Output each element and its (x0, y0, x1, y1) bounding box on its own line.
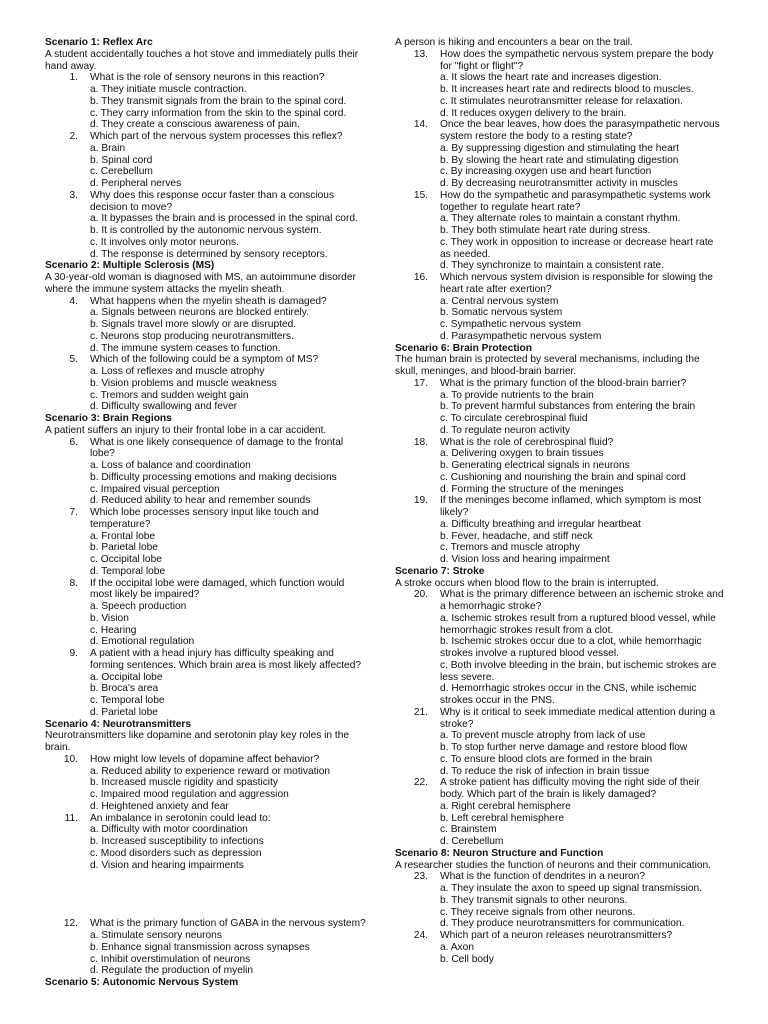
scenario-heading: Scenario 7: Stroke (395, 565, 485, 577)
scenario-description: The human brain is protected by several mechanisms, including the skull, meninges, and blood-brain barrier. (395, 354, 700, 377)
answer-option: d. To regulate neuron activity (440, 424, 571, 436)
answer-option: c. Impaired mood regulation and aggression (90, 789, 289, 800)
answer-option: a. Delivering oxygen to brain tissues (440, 448, 604, 460)
scenario-heading: Scenario 6: Brain Protection (395, 342, 532, 354)
answer-option: d. Forming the structure of the meninges (440, 483, 624, 495)
answer-option: b. Generating electrical signals in neurons (440, 460, 630, 471)
answer-option: d. Emotional regulation (90, 636, 195, 648)
answer-option: b. They transmit signals from the brain to the spinal cord. (90, 95, 347, 107)
question-text: How does the sympathetic nervous system prepare the body for "fight or flight"? (440, 48, 714, 72)
answer-option: d. They synchronize to maintain a consistent rate. (440, 260, 665, 272)
scenario-heading: Scenario 3: Brain Regions (45, 413, 172, 424)
answer-option: d. Parasympathetic nervous system (440, 330, 602, 342)
answer-option: b. Difficulty processing emotions and making decisions (90, 471, 337, 483)
question (395, 190, 725, 214)
answer-option: b. To stop further nerve damage and restore blood flow (440, 742, 688, 753)
answer-option: a. Ischemic strokes result from a ruptured blood vessel, while hemorrhagic strokes result from a clot. (440, 612, 716, 636)
question-text: Once the bear leaves, how does the parasympathetic nervous system restore the body to a resting state? (440, 119, 720, 142)
answer-option: c. They carry information from the skin to the spinal cord. (90, 107, 347, 119)
question-text: Why is it critical to seek immediate medical attention during a stroke? (440, 706, 716, 730)
answer-option: b. Vision (90, 612, 129, 624)
question (45, 296, 367, 308)
answer-option: d. The immune system ceases to function. (90, 342, 281, 354)
answer-option: a. It bypasses the brain and is processed in the spinal cord. (90, 213, 358, 225)
answer-option: c. Hearing (90, 624, 137, 636)
scenario-heading: Scenario 1: Reflex Arc (45, 37, 153, 48)
question (395, 871, 725, 883)
answer-option: a. They alternate roles to maintain a constant rhythm. (440, 213, 681, 225)
answer-option: b. It increases heart rate and redirects blood to muscles. (440, 84, 694, 95)
question (45, 918, 367, 930)
answer-option: d. Cerebellum (440, 836, 504, 847)
question-text: If the occipital lobe were damaged, which function would most likely be impaired? (90, 577, 345, 601)
question-text: Which of the following could be a symptom of MS? (90, 354, 319, 366)
scenario-description: Neurotransmitters like dopamine and serotonin play key roles in the brain. (45, 730, 350, 753)
answer-option: b. Ischemic strokes occur due to a clot, while hemorrhagic strokes involve a ruptured blood vessel. (440, 636, 702, 659)
answer-option: d. Difficulty swallowing and fever (90, 401, 238, 413)
answer-option: a. It slows the heart rate and increases digestion. (440, 72, 662, 84)
question-text: Which part of a neuron releases neurotransmitters? (440, 930, 673, 941)
answer-option: a. They initiate muscle contraction. (90, 84, 247, 95)
answer-option: c. Inhibit overstimulation of neurons (90, 953, 251, 965)
question (45, 72, 367, 84)
question-text: A stroke patient has difficulty moving the right side of their body. Which part of the brain is likely damaged? (440, 777, 700, 800)
question-number: 4. (69, 295, 78, 307)
answer-option: c. It stimulates neurotransmitter release for relaxation. (440, 95, 683, 107)
right-column (395, 37, 725, 965)
answer-option: d. Temporal lobe (90, 565, 166, 577)
question (45, 190, 367, 214)
answer-option: d. Hemorrhagic strokes occur in the CNS, while ischemic strokes occur in the PNS. (440, 683, 697, 706)
question-number: 7. (69, 507, 78, 518)
answer-option: a. Occipital lobe (90, 671, 163, 683)
question-text: Which nervous system division is responsible for slowing the heart rate after exertion? (440, 272, 713, 295)
scenario-heading: Scenario 5: Autonomic Nervous System (45, 977, 239, 988)
question-text: What is the function of dendrites in a neuron? (440, 871, 646, 883)
question (45, 354, 367, 366)
answer-option: c. To circulate cerebrospinal fluid (440, 413, 588, 424)
answer-option: c. Both involve bleeding in the brain, but ischemic strokes are less severe. (440, 659, 717, 683)
question-number: 21. (413, 706, 428, 718)
question-number: 14. (413, 119, 428, 131)
question-number: 1. (69, 72, 78, 84)
answer-option: b. To prevent harmful substances from entering the brain (440, 401, 696, 413)
question (395, 378, 725, 390)
question-text: An imbalance in serotonin could lead to: (90, 812, 271, 824)
question-number: 2. (69, 131, 78, 142)
question-text: How might low levels of dopamine affect behavior? (90, 753, 320, 765)
answer-option: b. Enhance signal transmission across synapses (90, 941, 310, 953)
answer-option: a. Speech production (90, 601, 187, 612)
answer-option: b. Increased muscle rigidity and spasticity (90, 777, 278, 789)
answer-option: c. Neurons stop producing neurotransmitters. (90, 330, 294, 342)
answer-option: d. Vision loss and hearing impairment (440, 554, 610, 565)
answer-option: b. Signals travel more slowly or are disrupted. (90, 319, 297, 330)
question (395, 589, 725, 613)
question (395, 49, 725, 73)
answer-option: a. Brain (90, 142, 126, 154)
question-text: What is one likely consequence of damage to the frontal lobe? (90, 436, 344, 460)
question-number: 20. (413, 589, 428, 601)
scenario-description: A researcher studies the function of neurons and their communication. (395, 859, 711, 871)
question (395, 495, 725, 519)
answer-option: c. To ensure blood clots are formed in the brain (440, 753, 653, 765)
answer-option: a. Signals between neurons are blocked entirely. (90, 307, 309, 319)
question-number: 19. (413, 495, 428, 507)
question-text: What is the primary function of GABA in the nervous system? (90, 918, 366, 930)
answer-option: c. By increasing oxygen use and heart function (440, 166, 652, 178)
question-number: 5. (69, 354, 78, 366)
answer-option: c. They work in opposition to increase or decrease heart rate as needed. (440, 236, 714, 260)
question-text: Which part of the nervous system processes this reflex? (90, 131, 343, 142)
question-number: 24. (413, 930, 428, 941)
question-text: How do the sympathetic and parasympathetic systems work together to regulate heart rate? (440, 189, 711, 213)
question-text: Which lobe processes sensory input like touch and temperature? (90, 507, 319, 530)
answer-option: b. They both stimulate heart rate during stress. (440, 225, 651, 236)
answer-option: b. Broca's area (90, 683, 159, 695)
question-number: 15. (413, 189, 428, 201)
question (395, 777, 725, 801)
answer-option: d. They create a conscious awareness of pain. (90, 119, 300, 131)
question (395, 272, 725, 296)
question-number: 3. (69, 189, 78, 201)
question-text: A patient with a head injury has difficulty speaking and forming sentences. Which brain area is most likely affected? (90, 648, 362, 671)
answer-option: d. Parietal lobe (90, 706, 158, 718)
answer-option: a. Central nervous system (440, 295, 559, 307)
answer-option: b. Cell body (440, 953, 494, 965)
answer-option: c. Cushioning and nourishing the brain and spinal cord (440, 471, 686, 483)
answer-option: c. Impaired visual perception (90, 483, 220, 495)
answer-option: c. Sympathetic nervous system (440, 319, 581, 330)
question-number: 17. (413, 377, 428, 389)
left-column (45, 37, 367, 989)
answer-option: c. It involves only motor neurons. (90, 236, 239, 248)
question-text: What is the role of sensory neurons in this reaction? (90, 72, 325, 84)
answer-option: c. Tremors and muscle atrophy (440, 542, 580, 554)
question (45, 754, 367, 766)
question (45, 813, 367, 825)
question (395, 119, 725, 143)
scenario-description: A person is hiking and encounters a bear on the trail. (395, 37, 633, 48)
answer-option: a. Difficulty with motor coordination (90, 824, 248, 836)
question (45, 578, 367, 602)
answer-option: a. To provide nutrients to the brain (440, 389, 594, 401)
question (45, 648, 367, 672)
answer-option: c. Tremors and sudden weight gain (90, 389, 249, 401)
answer-option: a. They insulate the axon to speed up signal transmission. (440, 883, 703, 894)
scenario-heading: Scenario 2: Multiple Sclerosis (MS) (45, 260, 215, 272)
question-number: 22. (413, 777, 428, 789)
answer-option: d. Regulate the production of myelin (90, 965, 254, 977)
answer-option: d. Heightened anxiety and fear (90, 800, 229, 812)
scenario-description: A patient suffers an injury to their frontal lobe in a car accident. (45, 424, 327, 436)
question-number: 6. (69, 436, 78, 448)
answer-option: b. It is controlled by the autonomic nervous system. (90, 225, 322, 236)
answer-option: a. Loss of reflexes and muscle atrophy (90, 366, 265, 377)
answer-option: a. Difficulty breathing and irregular heartbeat (440, 518, 641, 530)
answer-option: b. Somatic nervous system (440, 307, 563, 319)
question-number: 18. (413, 436, 428, 448)
question-number: 23. (413, 871, 428, 883)
question-number: 12. (63, 918, 78, 930)
question-number: 16. (413, 272, 428, 283)
answer-option: a. Stimulate sensory neurons (90, 930, 222, 941)
question-number: 10. (63, 753, 78, 765)
answer-option: b. Increased susceptibility to infections (90, 836, 264, 847)
answer-option: c. Occipital lobe (90, 554, 162, 565)
question-number: 13. (413, 48, 428, 60)
scenario-description: A stroke occurs when blood flow to the brain is interrupted. (395, 577, 659, 589)
question-text: If the meninges become inflamed, which symptom is most likely? (440, 495, 702, 518)
question-text: Why does this response occur faster than a conscious decision to move? (90, 189, 335, 213)
scenario-heading: Scenario 8: Neuron Structure and Function (395, 847, 604, 859)
scenario-description: A 30-year-old woman is diagnosed with MS, an autoimmune disorder where the immune system attacks the myelin sheath. (45, 272, 356, 295)
answer-option: a. Right cerebral hemisphere (440, 800, 571, 812)
answer-option: c. Mood disorders such as depression (90, 847, 262, 859)
answer-option: d. It reduces oxygen delivery to the brain. (440, 107, 627, 119)
answer-option: c. Temporal lobe (90, 695, 165, 706)
answer-option: a. Reduced ability to experience reward or motivation (90, 765, 331, 777)
question (395, 930, 725, 942)
answer-option: b. They transmit signals to other neurons. (440, 894, 628, 906)
answer-option: a. To prevent muscle atrophy from lack of use (440, 730, 646, 742)
question-text: What happens when the myelin sheath is damaged? (90, 295, 327, 307)
question-number: 11. (64, 812, 78, 824)
answer-option: a. Loss of balance and coordination (90, 460, 251, 471)
question (395, 707, 725, 731)
question (45, 507, 367, 531)
answer-option: d. To reduce the risk of infection in brain tissue (440, 765, 650, 777)
answer-option: a. Frontal lobe (90, 530, 156, 542)
answer-option: d. They produce neurotransmitters for communication. (440, 918, 685, 930)
question (45, 437, 367, 461)
answer-option: b. Left cerebral hemisphere (440, 812, 565, 824)
question (45, 131, 367, 143)
answer-option: d. Peripheral nerves (90, 178, 182, 189)
answer-option: d. Reduced ability to hear and remember sounds (90, 495, 311, 507)
scenario-description: A student accidentally touches a hot stove and immediately pulls their hand away. (45, 48, 359, 72)
answer-option: a. By suppressing digestion and stimulating the heart (440, 142, 679, 154)
question-text: What is the primary function of the blood-brain barrier? (440, 377, 687, 389)
blank-space (45, 871, 367, 918)
answer-option: c. They receive signals from other neurons. (440, 906, 636, 918)
answer-option: d. By decreasing neurotransmitter activity in muscles (440, 178, 678, 189)
answer-option: c. Brainstem (440, 824, 497, 836)
scenario-heading: Scenario 4: Neurotransmitters (45, 718, 192, 730)
answer-option: d. The response is determined by sensory receptors. (90, 248, 328, 260)
answer-option: b. Fever, headache, and stiff neck (440, 530, 593, 542)
answer-option: c. Cerebellum (90, 166, 153, 178)
answer-option: b. By slowing the heart rate and stimulating digestion (440, 154, 679, 166)
answer-option: b. Vision problems and muscle weakness (90, 377, 277, 389)
answer-option: b. Spinal cord (90, 154, 153, 166)
question-number: 9. (69, 648, 78, 659)
answer-option: d. Vision and hearing impairments (90, 859, 244, 871)
question (395, 437, 725, 449)
answer-option: b. Parietal lobe (90, 542, 158, 554)
question-number: 8. (69, 577, 78, 589)
question-text: What is the role of cerebrospinal fluid? (440, 436, 614, 448)
question-text: What is the primary difference between an ischemic stroke and a hemorrhagic stroke? (440, 589, 724, 612)
answer-option: a. Axon (440, 941, 474, 953)
